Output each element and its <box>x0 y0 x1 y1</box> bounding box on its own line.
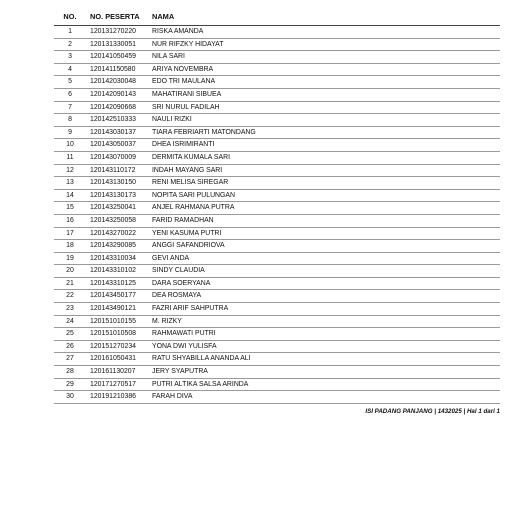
table-row <box>54 240 500 253</box>
participant-name: JERY SYAPUTRA <box>148 366 500 379</box>
table-row <box>54 252 500 265</box>
table-row <box>54 177 500 190</box>
table-row <box>54 227 500 240</box>
row-number: 8 <box>54 114 86 127</box>
participant-name: M. RIZKY <box>148 315 500 328</box>
table-row <box>54 88 500 101</box>
row-number: 9 <box>54 126 86 139</box>
table-row <box>54 214 500 227</box>
table-row <box>54 76 500 89</box>
table-row <box>54 290 500 303</box>
header-no: NO. <box>54 8 86 26</box>
row-number: 17 <box>54 227 86 240</box>
participant-number: 120161130207 <box>86 366 148 379</box>
participant-number: 120143270022 <box>86 227 148 240</box>
row-number: 12 <box>54 164 86 177</box>
participant-number: 120143130173 <box>86 189 148 202</box>
participant-name: FAZRI ARIF SAHPUTRA <box>148 303 500 316</box>
table-row <box>54 340 500 353</box>
participant-name: NAULI RIZKI <box>148 114 500 127</box>
participant-name: DEA ROSMAYA <box>148 290 500 303</box>
participant-number: 120143290085 <box>86 240 148 253</box>
participant-name: MAHATIRANI SIBUEA <box>148 88 500 101</box>
table-row <box>54 366 500 379</box>
participant-number: 120143250041 <box>86 202 148 215</box>
table-row <box>54 38 500 51</box>
row-number: 18 <box>54 240 86 253</box>
participant-number: 120142030048 <box>86 76 148 89</box>
table-row <box>54 26 500 39</box>
participant-name: RISKA AMANDA <box>148 26 500 39</box>
row-number: 19 <box>54 252 86 265</box>
header-row <box>54 8 500 26</box>
participant-number: 120142090668 <box>86 101 148 114</box>
participant-number: 120143070009 <box>86 151 148 164</box>
row-number: 25 <box>54 328 86 341</box>
participant-name: ARIYA NOVEMBRA <box>148 63 500 76</box>
row-number: 21 <box>54 277 86 290</box>
participant-name: FARAH DIVA <box>148 391 500 404</box>
row-number: 22 <box>54 290 86 303</box>
table-row <box>54 151 500 164</box>
table-row <box>54 202 500 215</box>
participant-name: FARID RAMADHAN <box>148 214 500 227</box>
table-row <box>54 139 500 152</box>
table-row <box>54 303 500 316</box>
row-number: 15 <box>54 202 86 215</box>
row-number: 29 <box>54 378 86 391</box>
row-number: 16 <box>54 214 86 227</box>
participant-number: 120143050037 <box>86 139 148 152</box>
row-number: 2 <box>54 38 86 51</box>
participant-name: GEVI ANDA <box>148 252 500 265</box>
table-row <box>54 315 500 328</box>
row-number: 26 <box>54 340 86 353</box>
participant-number: 120171270517 <box>86 378 148 391</box>
row-number: 6 <box>54 88 86 101</box>
participant-name: YONA DWI YULISFA <box>148 340 500 353</box>
participant-name: RENI MELISA SIREGAR <box>148 177 500 190</box>
participant-number: 120141050459 <box>86 51 148 64</box>
participant-number: 120143310102 <box>86 265 148 278</box>
participant-number: 120142090143 <box>86 88 148 101</box>
participant-number: 120151010508 <box>86 328 148 341</box>
row-number: 1 <box>54 26 86 39</box>
participant-number: 120151270234 <box>86 340 148 353</box>
row-number: 20 <box>54 265 86 278</box>
table-row <box>54 328 500 341</box>
participant-name: SRI NURUL FADILAH <box>148 101 500 114</box>
table-row <box>54 114 500 127</box>
row-number: 14 <box>54 189 86 202</box>
row-number: 23 <box>54 303 86 316</box>
participant-number: 120143030137 <box>86 126 148 139</box>
row-number: 7 <box>54 101 86 114</box>
table-row <box>54 63 500 76</box>
row-number: 24 <box>54 315 86 328</box>
page-footer: ISI PADANG PANJANG | 1432025 | Hal 1 dari 1 <box>365 408 500 415</box>
participant-name: ANGGI SAFANDRIOVA <box>148 240 500 253</box>
participant-number: 120191210386 <box>86 391 148 404</box>
participant-number: 120143310034 <box>86 252 148 265</box>
participant-name: PUTRI ALTIKA SALSA ARINDA <box>148 378 500 391</box>
participant-name: INDAH MAYANG SARI <box>148 164 500 177</box>
participant-number: 120143450177 <box>86 290 148 303</box>
participant-name: NILA SARI <box>148 51 500 64</box>
participant-number: 120151010155 <box>86 315 148 328</box>
participant-number: 120143130150 <box>86 177 148 190</box>
header-no-peserta: NO. PESERTA <box>86 8 148 26</box>
participant-number: 120161050431 <box>86 353 148 366</box>
participant-name: DERMITA KUMALA SARI <box>148 151 500 164</box>
row-number: 11 <box>54 151 86 164</box>
row-number: 27 <box>54 353 86 366</box>
table-header <box>54 8 500 26</box>
participant-name: TIARA FEBRIARTI MATONDANG <box>148 126 500 139</box>
row-number: 4 <box>54 63 86 76</box>
table-row <box>54 189 500 202</box>
row-number: 3 <box>54 51 86 64</box>
participant-name: EDO TRI MAULANA <box>148 76 500 89</box>
table-row <box>54 353 500 366</box>
row-number: 28 <box>54 366 86 379</box>
participant-number: 120143490121 <box>86 303 148 316</box>
table-body <box>54 26 500 404</box>
table-row <box>54 277 500 290</box>
participant-name: ANJEL RAHMANA PUTRA <box>148 202 500 215</box>
table-row <box>54 391 500 404</box>
participant-number: 120143110172 <box>86 164 148 177</box>
participant-name: DARA SOERYANA <box>148 277 500 290</box>
row-number: 5 <box>54 76 86 89</box>
participant-name: SINDY CLAUDIA <box>148 265 500 278</box>
participant-number: 120142510333 <box>86 114 148 127</box>
table-row <box>54 164 500 177</box>
row-number: 13 <box>54 177 86 190</box>
participant-table <box>54 8 500 404</box>
row-number: 10 <box>54 139 86 152</box>
participant-number: 120141150580 <box>86 63 148 76</box>
participant-number: 120143310125 <box>86 277 148 290</box>
participant-number: 120131330051 <box>86 38 148 51</box>
participant-name: DHEA ISRIMIRANTI <box>148 139 500 152</box>
table-row <box>54 126 500 139</box>
table-row <box>54 378 500 391</box>
participant-name: RAHMAWATI PUTRI <box>148 328 500 341</box>
table-row <box>54 101 500 114</box>
participant-name: NOPITA SARI PULUNGAN <box>148 189 500 202</box>
table-row <box>54 265 500 278</box>
participant-name: NUR RIFZKY HIDAYAT <box>148 38 500 51</box>
participant-name: RATU SHYABILLA ANANDA ALI <box>148 353 500 366</box>
participant-number: 120143250058 <box>86 214 148 227</box>
table-row <box>54 51 500 64</box>
participant-number: 120131270220 <box>86 26 148 39</box>
row-number: 30 <box>54 391 86 404</box>
header-nama: NAMA <box>148 8 500 26</box>
participant-name: YENI KASUMA PUTRI <box>148 227 500 240</box>
